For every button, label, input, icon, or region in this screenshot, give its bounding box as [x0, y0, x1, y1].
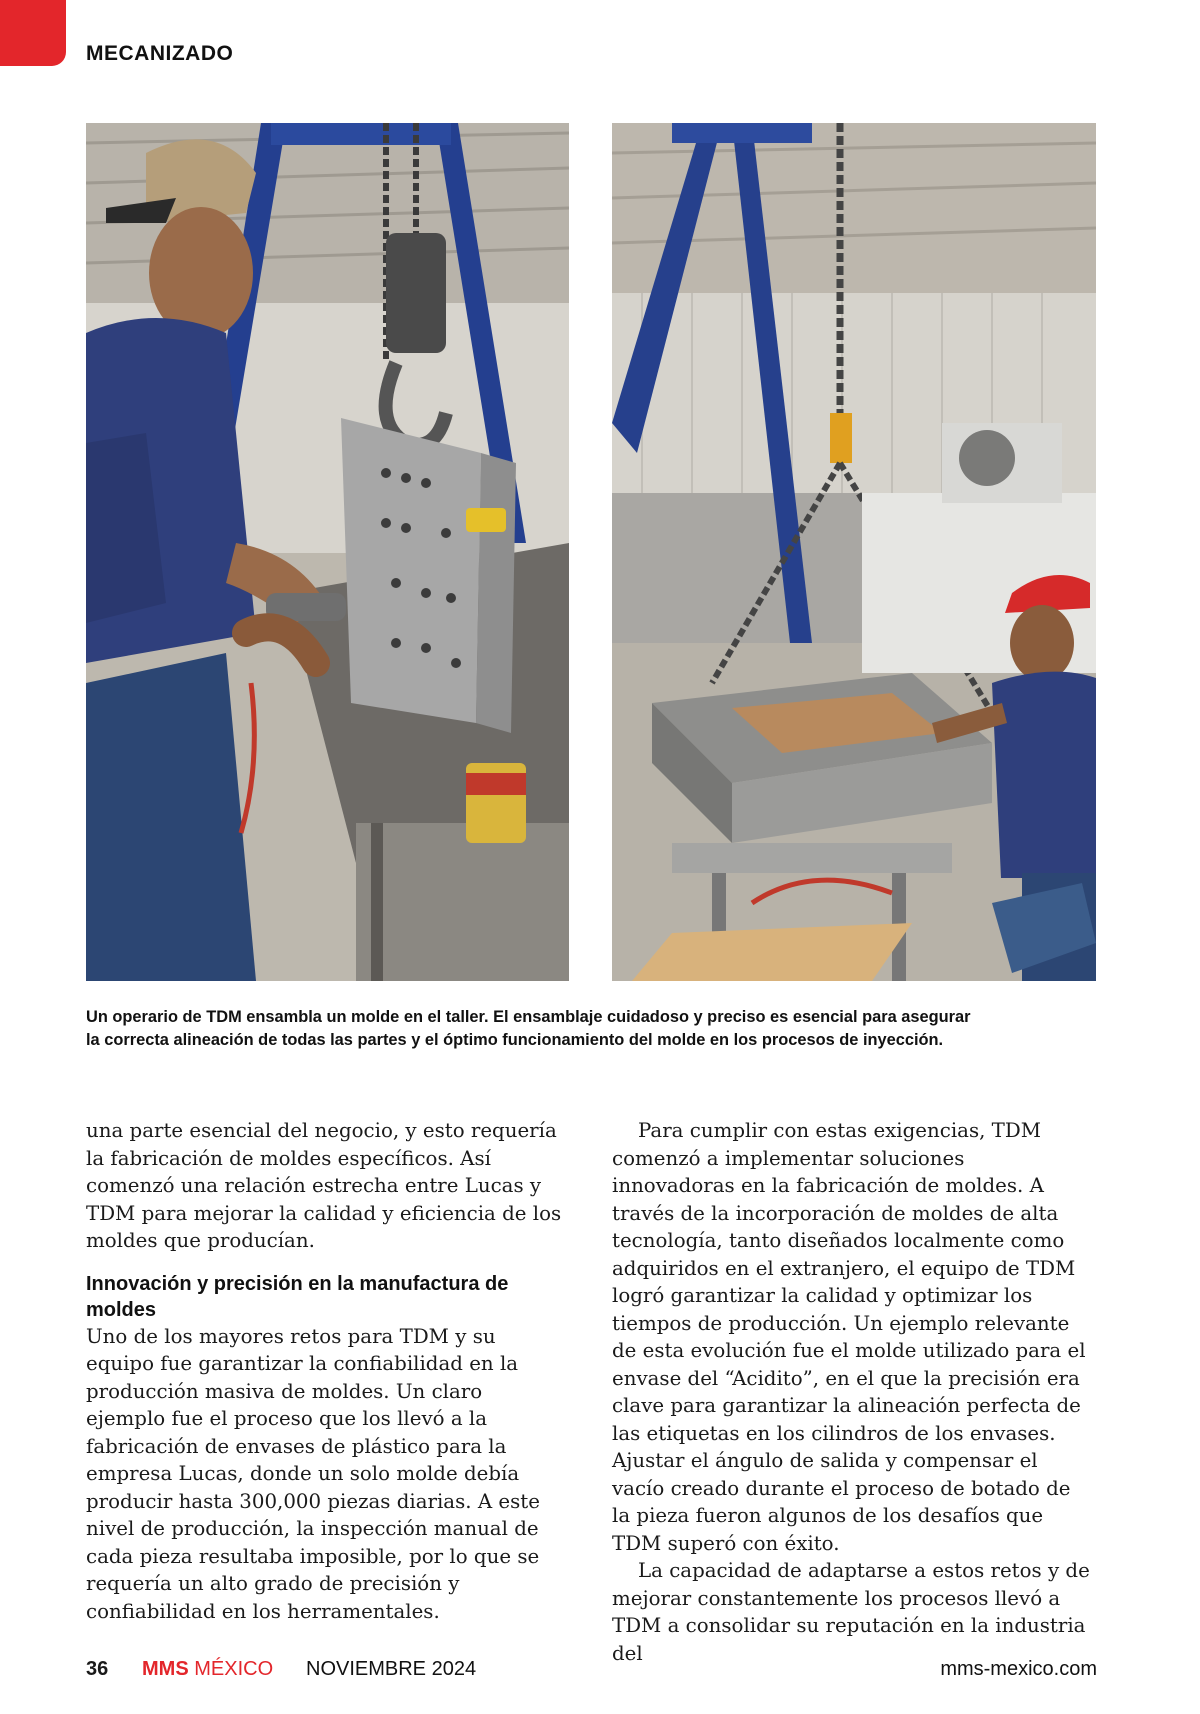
- article-paragraph: La capacidad de adaptarse a estos retos y de mejorar constantemente los procesos llevó a TDM a consolidar su reputación en la industria del: [612, 1559, 1090, 1665]
- caption-line-1: Un operario de TDM ensambla un molde en el taller. El ensamblaje cuidadoso y preciso es esencial para asegurar: [86, 1008, 971, 1026]
- article-column-left: [86, 1117, 564, 1625]
- photo-caption: [86, 1006, 1116, 1052]
- article-subheading: Innovación y precisión en la manufactura de moldes: [86, 1272, 509, 1321]
- website-link[interactable]: mms-mexico.com: [940, 1658, 1097, 1680]
- article-paragraph: una parte esencial del negocio, y esto requería la fabricación de moldes específicos. Así comenzó una relación estrecha entre Lucas y TDM para mejorar la calidad y eficiencia de los moldes que producían.: [86, 1119, 562, 1252]
- caption-line-2: la correcta alineación de todas las partes y el óptimo funcionamiento del molde en los procesos de inyección.: [86, 1031, 944, 1049]
- page-number: 36: [86, 1658, 109, 1680]
- brand-bold: MMS: [142, 1658, 189, 1680]
- magazine-brand: [142, 1658, 273, 1681]
- issue-date: NOVIEMBRE 2024: [306, 1658, 477, 1680]
- photo-operator-lifting-mold-crane: [612, 123, 1096, 981]
- article-paragraph: Uno de los mayores retos para TDM y su equipo fue garantizar la confiabilidad en la producción masiva de moldes. Un claro ejemplo fue el proceso que los llevó a la fabricación de envases de plástico para la empresa Lucas, donde un solo molde debía producir hasta 300,000 piezas diarias. A este nivel de producción, la inspección manual de cada pieza resultaba imposible, por lo que se requería un alto grado de precisión y confiabilidad en los herramentales.: [86, 1324, 540, 1623]
- section-color-tab: [0, 0, 66, 66]
- article-paragraph: Para cumplir con estas exigencias, TDM comenzó a implementar soluciones innovadoras en la fabricación de moldes. A través de la incorporación de moldes de alta tecnología, tanto diseñados localmente como adquiridos en el extranjero, el equipo de TDM logró garantizar la calidad y optimizar los tiempos de producción. Un ejemplo relevante de esta evolución fue el molde utilizado para el envase del “Acidito”, en el que la precisión era clave para garantizar la alineación perfecta de las etiquetas en los cilindros de los envases. Ajustar el ángulo de salida y compensar el vacío creado durante el proceso de botado de la pieza fueron algunos de los desafíos que TDM superó con éxito.: [612, 1119, 1086, 1555]
- photo-operator-assembling-mold: [86, 123, 569, 981]
- section-label: MECANIZADO: [86, 42, 234, 65]
- article-column-right: [612, 1117, 1090, 1667]
- brand-rest: MÉXICO: [194, 1658, 274, 1680]
